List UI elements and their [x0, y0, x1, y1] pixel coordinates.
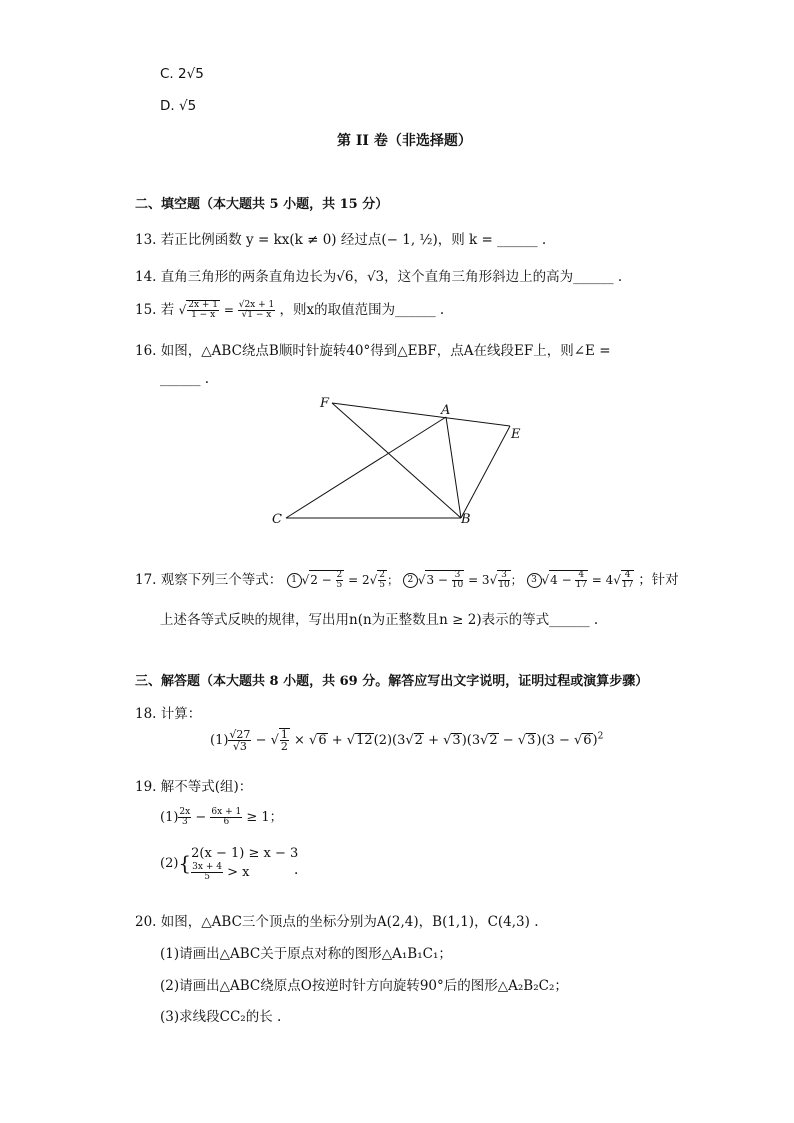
question-19-part1: (1) $\frac{2x}{3}$ − $\frac{6x + 1}{6}$ ≥ 1； — [160, 807, 283, 827]
segment-eb — [461, 426, 510, 518]
point-label-c: C — [272, 512, 282, 527]
question-16-line2: ______ . — [160, 371, 210, 387]
question-20-part3: (3)求线段CC₂的长 . — [160, 1009, 282, 1025]
point-label-f: F — [320, 396, 330, 411]
question-20-title: 20. 如图，△ABC三个顶点的坐标分别为A(2,4)，B(1,1)，C(4,3) . — [135, 914, 539, 930]
question-16-line1: 16. 如图，△ABC绕点B顺时针旋转40°得到△EBF，点A在线段EF上，则∠E = — [135, 343, 611, 359]
question-20-part2: (2)请画出△ABC绕原点O按逆时针方向旋转90°后的图形△A₂B₂C₂； — [160, 978, 568, 994]
section-2-title: 第 II 卷（非选择题） — [337, 133, 472, 149]
question-19-title: 19. 解不等式(组)： — [135, 779, 253, 795]
section-2-heading: 二、填空题（本大题共 5 小题，共 15 分） — [135, 197, 389, 212]
question-15-formula: √ $\frac{2x + 1}{1 - x}$ = $\frac{√2x + 1}{√1 - x}$ — [178, 300, 275, 320]
point-label-a: A — [441, 403, 451, 418]
question-19-part2-end: . — [294, 862, 299, 878]
question-17-equations: 1 √2 − $\frac{2}{5}$ = 2√ $\frac{2}{5}$ ； 2 √3 − $\frac{3}{10}$ = 3√ $\frac{3}{10}$ ； 3 √4 − $\frac{4}{17}$ = 4√ $\frac{4}{17}$ — [287, 573, 639, 587]
question-17-prefix: 17. 观察下列三个等式： — [135, 572, 283, 588]
question-19-part2: (2){ 2(x − 1) ≥ x − 3 $\frac{3x + 4}{5}$ > x — [160, 846, 299, 882]
point-label-b: B — [461, 512, 471, 527]
option-d-text: D. √5 — [160, 98, 197, 114]
question-17-line1 — [135, 568, 679, 590]
question-18-title: 18. 计算： — [135, 706, 202, 722]
segment-fe — [332, 403, 510, 426]
segment-ab — [446, 417, 461, 518]
question-13: 13. 若正比例函数 y = kx(k ≠ 0) 经过点(− 1, ½)，则 k = ______ . — [135, 232, 547, 248]
option-c-text: C. 2√5 — [160, 66, 204, 82]
question-15-prefix: 15. 若 — [135, 302, 175, 318]
question-15-suffix: ，则x的取值范围为______ . — [279, 302, 445, 318]
question-20-part1: (1)请画出△ABC关于原点对称的图形△A₁B₁C₁； — [160, 946, 452, 962]
segment-ca — [286, 417, 446, 518]
question-14: 14. 直角三角形的两条直角边长为√6，√3，这个直角三角形斜边上的高为______ . — [135, 269, 623, 285]
question-17-line2: 上述各等式反映的规律，写出用n(n为正整数且n ≥ 2)表示的等式______ . — [160, 612, 599, 628]
question-18-formula: (1) $\frac{√27}{√3}$ − √ $\frac{1}{2}$ × $√6 + √12(2)(3√2 + √3)(3√2 - √3)(3 - √6)^2$ — [210, 728, 604, 753]
question-17-suffix: ；针对 — [638, 572, 679, 588]
point-label-e: E — [511, 427, 521, 442]
section-3-heading: 三、解答题（本大题共 8 小题，共 69 分。解答应写出文字说明，证明过程或演算步骤） — [135, 674, 649, 689]
